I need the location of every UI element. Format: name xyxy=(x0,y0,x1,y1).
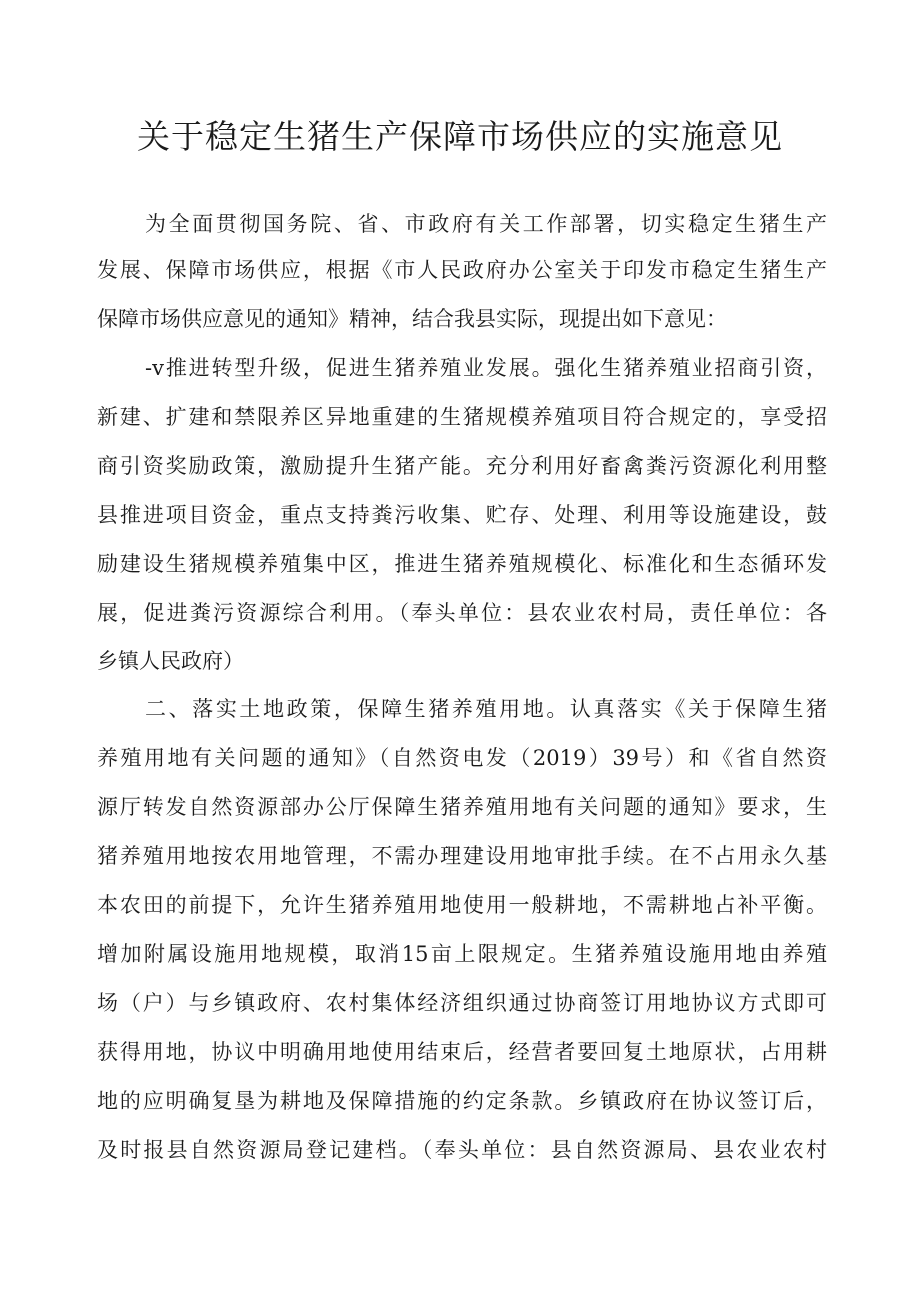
paragraph-2-line-6: 展，促进粪污资源综合利用。（奉头单位：县农业农村局，责任单位：各 xyxy=(97,601,827,625)
paragraph-2-line-4: 县推进项目资金，重点支持粪污收集、贮存、处理、利用等设施建设，鼓 xyxy=(97,503,827,527)
paragraph-3-line-4: 猪养殖用地按农用地管理，不需办理建设用地审批手续。在不占用永久基 xyxy=(97,844,827,868)
paragraph-3-line-9: 地的应明确复垦为耕地及保障措施的约定条款。乡镇政府在协议签订后， xyxy=(97,1089,827,1113)
paragraph-3-line-5: 本农田的前提下，允许生猪养殖用地使用一般耕地，不需耕地占补平衡。 xyxy=(97,893,827,917)
paragraph-3-line-6: 增加附属设施用地规模，取消15亩上限规定。生猪养殖设施用地由养殖 xyxy=(97,942,827,966)
paragraph-2-line-5: 励建设生猪规模养殖集中区，推进生猪养殖规模化、标准化和生态循环发 xyxy=(97,552,827,576)
paragraph-3-line-3: 源厅转发自然资源部办公厅保障生猪养殖用地有关问题的通知》要求，生 xyxy=(97,795,827,819)
paragraph-2-line-2: 新建、扩建和禁限养区异地重建的生猪规模养殖项目符合规定的，享受招 xyxy=(97,405,827,429)
paragraph-3-line-1: 二、落实土地政策，保障生猪养殖用地。认真落实《关于保障生猪 xyxy=(145,697,827,721)
paragraph-1-line-1: 为全面贯彻国务院、省、市政府有关工作部署，切实稳定生猪生产 xyxy=(145,212,827,236)
paragraph-3-line-7: 场（户）与乡镇政府、农村集体经济组织通过协商签订用地协议方式即可 xyxy=(97,991,827,1015)
paragraph-1-line-3: 保障市场供应意见的通知》精神，结合我县实际，现提出如下意见： xyxy=(97,307,727,331)
paragraph-3-line-10: 及时报县自然资源局登记建档。（奉头单位：县自然资源局、县农业农村 xyxy=(97,1138,827,1162)
paragraph-2-line-3: 商引资奖励政策，激励提升生猪产能。充分利用好畜禽粪污资源化利用整 xyxy=(97,454,827,478)
paragraph-3-line-8: 获得用地，协议中明确用地使用结束后，经营者要回复土地原状，占用耕 xyxy=(97,1040,827,1064)
paragraph-2-line-7: 乡镇人民政府） xyxy=(97,649,244,673)
paragraph-3-line-2: 养殖用地有关问题的通知》（自然资电发（2019）39号）和《省自然资 xyxy=(97,746,827,770)
document-title: 关于稳定生猪生产保障市场供应的实施意见 xyxy=(137,117,783,156)
paragraph-2-line-1: -v推进转型升级，促进生猪养殖业发展。强化生猪养殖业招商引资， xyxy=(145,356,827,380)
paragraph-1-line-2: 发展、保障市场供应，根据《市人民政府办公室关于印发市稳定生猪生产 xyxy=(97,258,827,282)
